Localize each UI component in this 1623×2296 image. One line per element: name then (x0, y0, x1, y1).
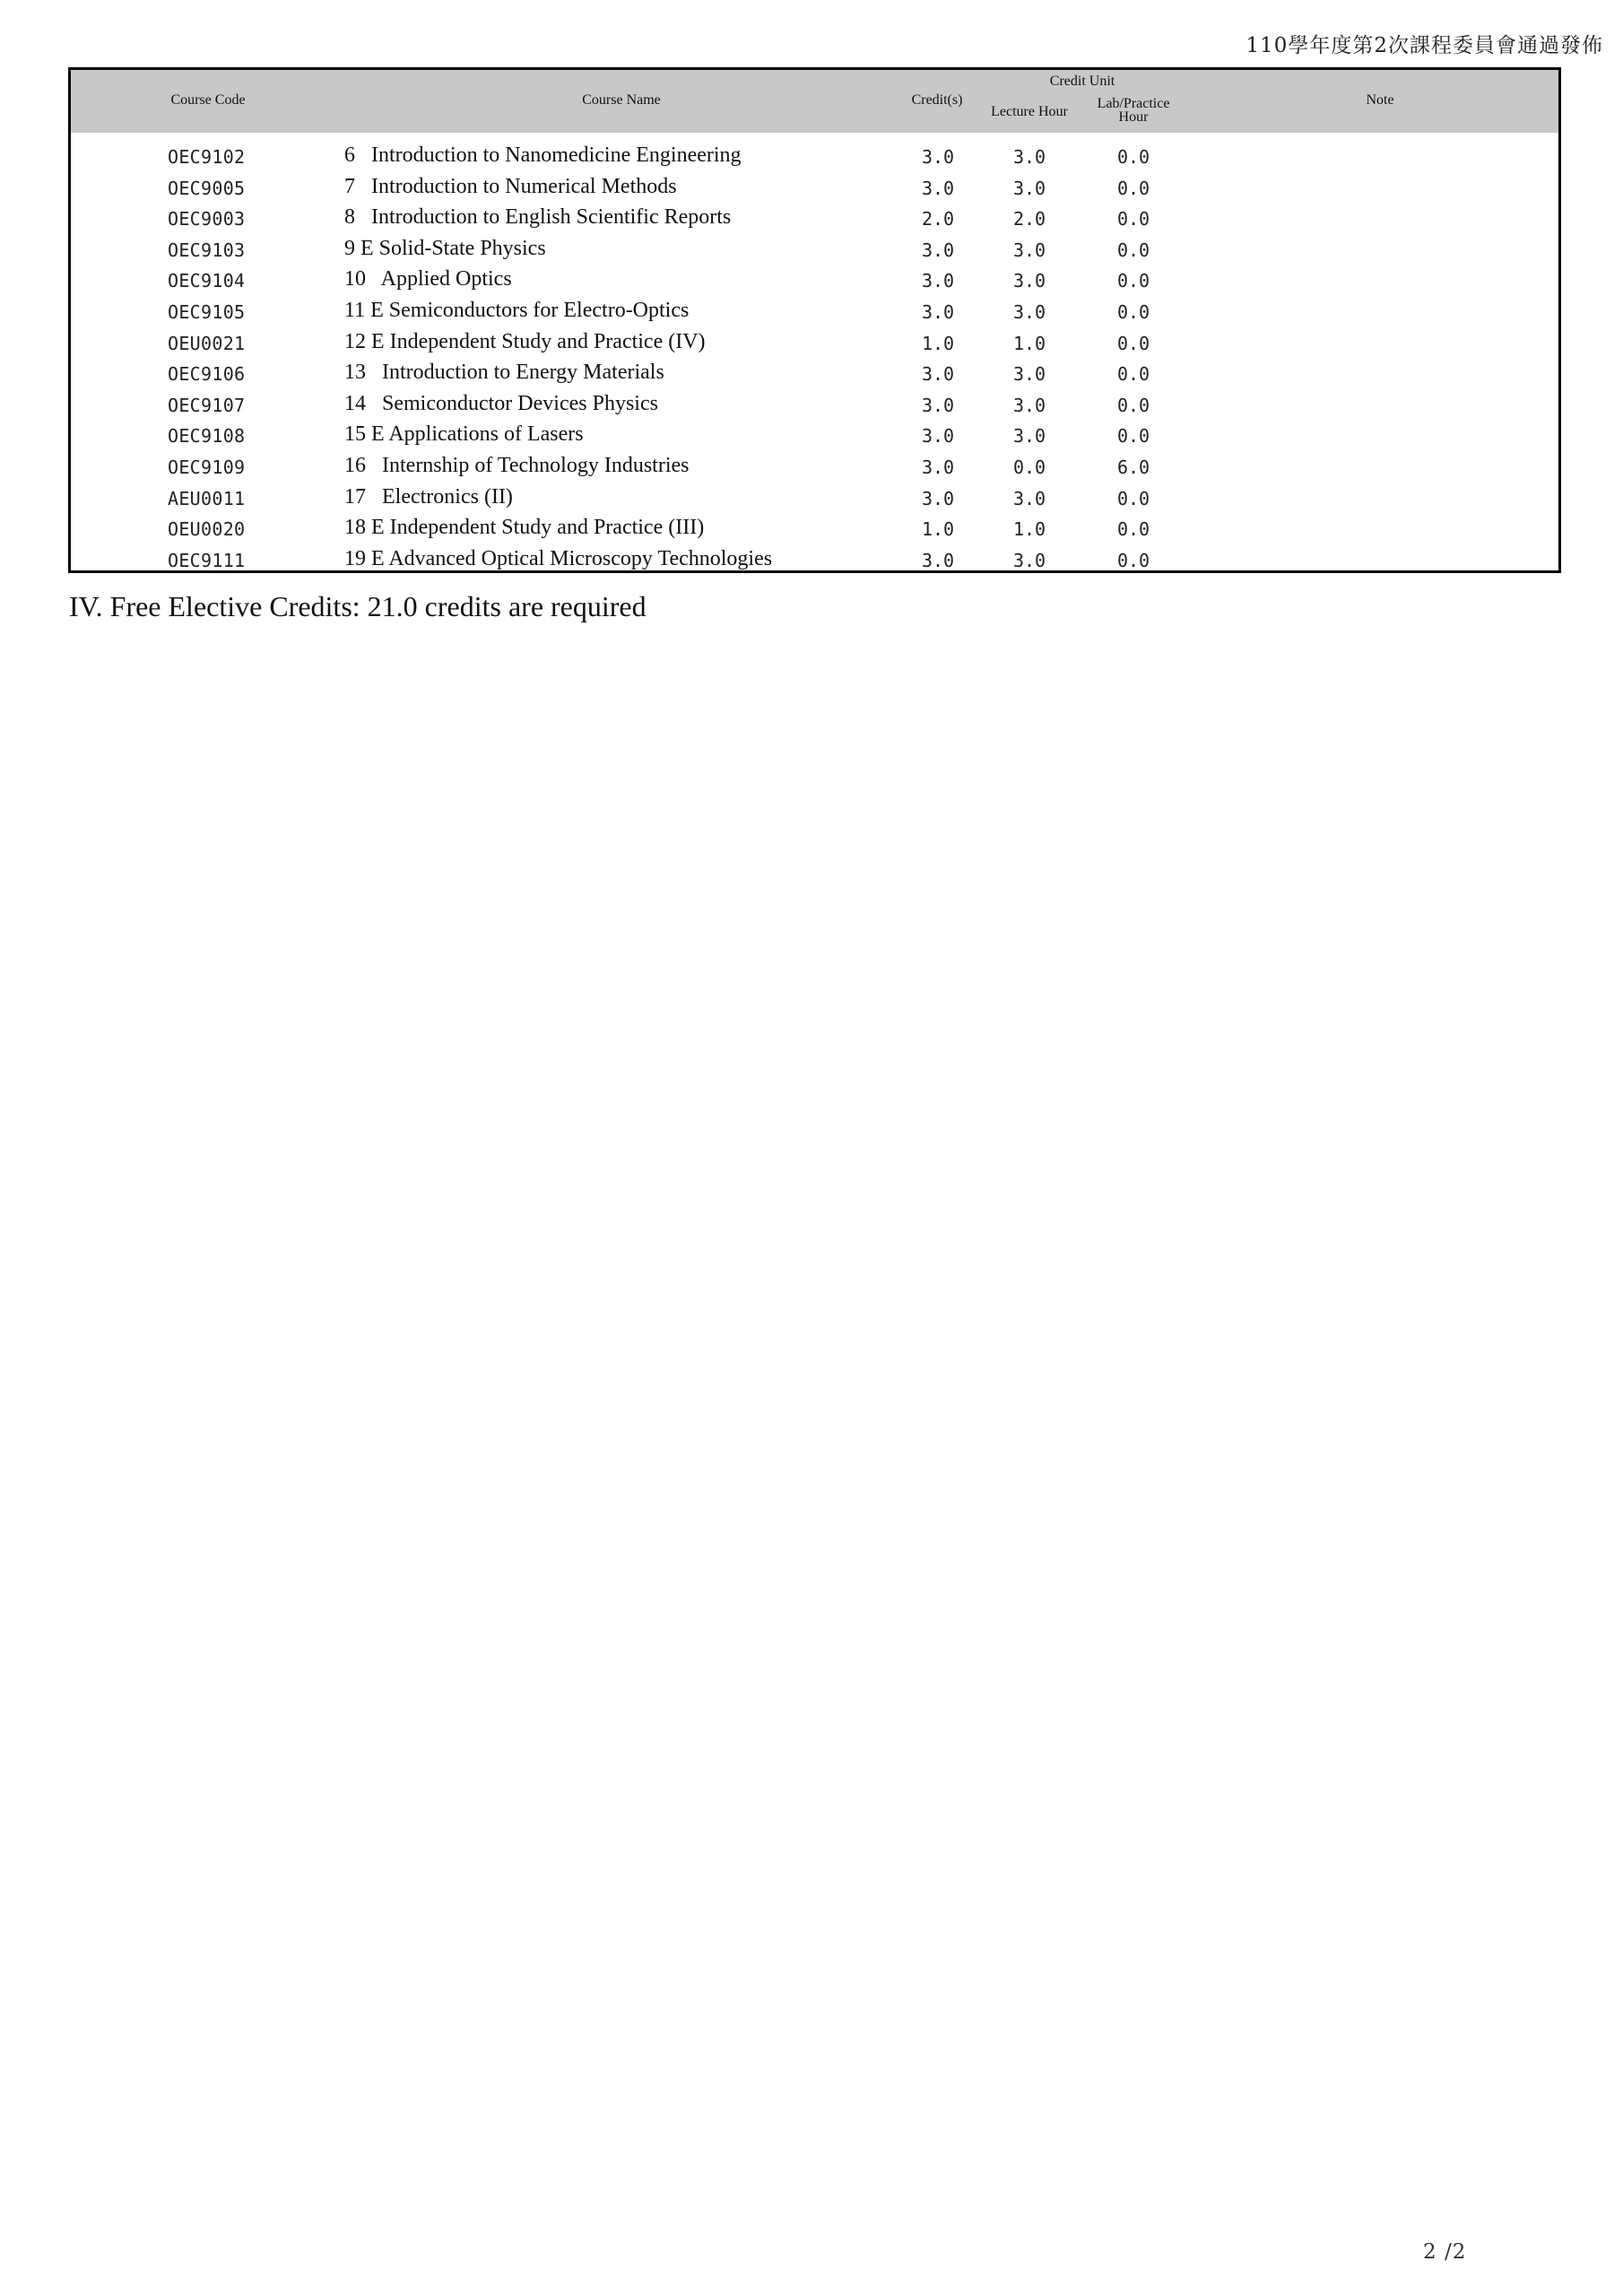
credits-cell: 3.0 (921, 300, 955, 323)
free-elective-heading: IV. Free Elective Credits: 21.0 credits are required (69, 590, 647, 622)
course-code-cell: OEC9106 (168, 363, 246, 386)
lecture-hour-cell: 0.0 (1012, 456, 1046, 478)
course-table (68, 67, 1561, 573)
table-row (71, 547, 1558, 578)
table-row (71, 485, 1558, 517)
lab-practice-hour-cell: 0.0 (1116, 270, 1150, 292)
table-header (71, 70, 1558, 133)
column-header-lecture-hour: Lecture Hour (991, 104, 1068, 119)
lecture-hour-cell: 1.0 (1012, 332, 1046, 354)
course-name-cell: 11 E Semiconductors for Electro-Optics (344, 298, 690, 322)
column-header-course-code: Course Code (170, 92, 246, 108)
lab-practice-hour-cell: 0.0 (1116, 363, 1150, 386)
course-code-cell: OEU0021 (168, 332, 246, 354)
course-name-cell: 15 E Applications of Lasers (344, 422, 584, 447)
credits-cell: 3.0 (921, 146, 955, 168)
lab-practice-hour-cell: 0.0 (1116, 332, 1150, 354)
table-row (71, 422, 1558, 454)
credits-cell: 2.0 (921, 208, 955, 230)
table-row (71, 144, 1558, 175)
course-code-cell: OEC9103 (168, 239, 246, 261)
course-code-cell: OEC9104 (168, 270, 246, 292)
course-name-cell: 12 E Independent Study and Practice (IV) (344, 329, 706, 353)
lecture-hour-cell: 3.0 (1012, 363, 1046, 386)
lab-practice-hour-cell: 0.0 (1116, 487, 1150, 509)
column-header-note: Note (1366, 92, 1394, 108)
credits-cell: 3.0 (921, 456, 955, 478)
column-header-credit-unit: Credit Unit (1049, 74, 1115, 89)
credits-cell: 3.0 (921, 425, 955, 448)
page-number: 2 /2 (1423, 2240, 1467, 2264)
column-header-course-name: Course Name (582, 92, 661, 108)
lab-practice-hour-cell: 0.0 (1116, 394, 1150, 416)
course-code-cell: OEC9102 (168, 146, 246, 168)
credits-cell: 3.0 (921, 549, 955, 571)
table-body (71, 144, 1558, 578)
course-name-cell: 8 Introduction to English Scientific Reports (344, 205, 732, 230)
course-code-cell: OEC9005 (168, 177, 246, 199)
credits-cell: 1.0 (921, 332, 955, 354)
column-header-credits: Credit(s) (911, 92, 963, 108)
course-name-cell: 19 E Advanced Optical Microscopy Technologies (344, 546, 773, 570)
table-row (71, 330, 1558, 361)
course-code-cell: OEC9111 (168, 549, 246, 571)
course-code-cell: OEU0020 (168, 518, 246, 541)
lecture-hour-cell: 3.0 (1012, 549, 1046, 571)
lecture-hour-cell: 2.0 (1012, 208, 1046, 230)
table-row (71, 516, 1558, 547)
lab-practice-hour-cell: 0.0 (1116, 425, 1150, 448)
credits-cell: 3.0 (921, 270, 955, 292)
page-header-notice: 110學年度第2次課程委員會通過發佈 (1245, 34, 1603, 57)
table-row (71, 361, 1558, 392)
table-row (71, 454, 1558, 485)
credits-cell: 1.0 (921, 518, 955, 541)
lecture-hour-cell: 3.0 (1012, 177, 1046, 199)
course-name-cell: 18 E Independent Study and Practice (III) (344, 516, 705, 540)
credits-cell: 3.0 (921, 239, 955, 261)
lab-practice-hour-cell: 0.0 (1116, 549, 1150, 571)
lecture-hour-cell: 3.0 (1012, 239, 1046, 261)
lab-practice-hour-cell: 0.0 (1116, 177, 1150, 199)
lab-practice-hour-cell: 0.0 (1116, 146, 1150, 168)
table-row (71, 237, 1558, 268)
credits-cell: 3.0 (921, 394, 955, 416)
lecture-hour-cell: 3.0 (1012, 487, 1046, 509)
credits-cell: 3.0 (921, 177, 955, 199)
lecture-hour-cell: 1.0 (1012, 518, 1046, 541)
lecture-hour-cell: 3.0 (1012, 270, 1046, 292)
lab-practice-hour-cell: 0.0 (1116, 518, 1150, 541)
course-name-cell: 16 Internship of Technology Industries (344, 453, 690, 477)
course-name-cell: 7 Introduction to Numerical Methods (344, 174, 677, 198)
column-header-lab-practice-hour: Lab/Practice Hour (1097, 96, 1170, 125)
course-name-cell: 14 Semiconductor Devices Physics (344, 391, 658, 415)
table-row (71, 392, 1558, 423)
table-row (71, 299, 1558, 330)
lecture-hour-cell: 3.0 (1012, 394, 1046, 416)
credits-cell: 3.0 (921, 487, 955, 509)
credits-cell: 3.0 (921, 363, 955, 386)
lecture-hour-cell: 3.0 (1012, 425, 1046, 448)
table-row (71, 205, 1558, 237)
course-name-cell: 10 Applied Optics (344, 267, 512, 291)
course-code-cell: OEC9105 (168, 300, 246, 323)
course-name-cell: 9 E Solid-State Physics (344, 236, 546, 260)
lab-practice-hour-cell: 0.0 (1116, 208, 1150, 230)
course-code-cell: OEC9108 (168, 425, 246, 448)
course-name-cell: 13 Introduction to Energy Materials (344, 361, 664, 385)
lab-practice-hour-cell: 6.0 (1116, 456, 1150, 478)
lab-practice-hour-cell: 0.0 (1116, 300, 1150, 323)
table-row (71, 175, 1558, 206)
table-row (71, 267, 1558, 299)
lecture-hour-cell: 3.0 (1012, 300, 1046, 323)
course-code-cell: OEC9109 (168, 456, 246, 478)
course-name-cell: 17 Electronics (II) (344, 484, 513, 509)
course-code-cell: AEU0011 (168, 487, 246, 509)
course-name-cell: 6 Introduction to Nanomedicine Engineering (344, 144, 742, 167)
lab-practice-hour-cell: 0.0 (1116, 239, 1150, 261)
course-code-cell: OEC9003 (168, 208, 246, 230)
course-code-cell: OEC9107 (168, 394, 246, 416)
lecture-hour-cell: 3.0 (1012, 146, 1046, 168)
